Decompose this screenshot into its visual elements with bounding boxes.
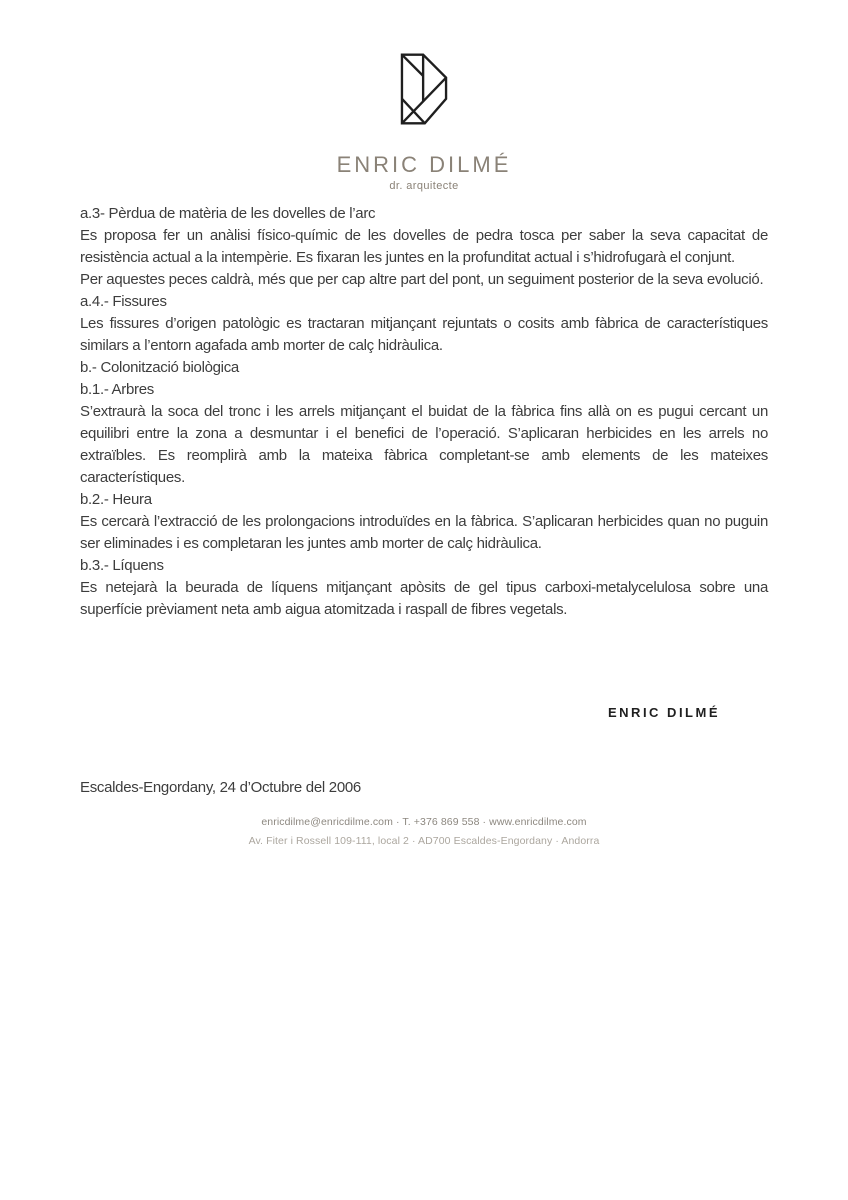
paragraph-b1: S’extraurà la soca del tronc i les arrels mitjançant el buidat de la fàbrica fins allà on es pugui cercant un equilibri entre la zona a desmuntar i el benefici de l’operació. S’aplicaran herbicides en les arrels no extraïbles. Es reomplirà amb la mateixa fàbrica completant-se amb elements de les mateixes característiques.: [80, 403, 768, 486]
brand-wordmark: ENRIC DILMÉ: [336, 152, 512, 177]
brand-subtitle: dr. arquitecte: [389, 180, 459, 192]
paragraph-b3: Es netejarà la beurada de líquens mitjançant apòsits de gel tipus carboxi-metalycelulosa sobre una superfície prèviament neta amb aigua atomitzada i raspall de fibres vegetals.: [80, 579, 768, 618]
paragraph-a3-1: Es proposa fer un anàlisi físico-químic de les dovelles de pedra tosca per saber la seva capacitat de resistència actual a la intempèrie. Es fixaran les juntes en la profunditat actual i s’hidrofugarà el conjunt.: [80, 227, 768, 266]
footer-address-line: Av. Fiter i Rossell 109-111, local 2 · AD700 Escaldes-Engordany · Andorra: [248, 835, 600, 847]
letterhead: [0, 0, 848, 193]
section-heading-b3: b.3.- Líquens: [80, 557, 164, 574]
section-heading-a4: a.4.- Fissures: [80, 293, 167, 310]
section-heading-a3: a.3- Pèrdua de matèria de les dovelles de l’arc: [80, 205, 376, 222]
section-heading-b: b.- Colonització biològica: [80, 359, 239, 376]
footer-contact-line: enricdilme@enricdilme.com · T. +376 869 558 · www.enricdilme.com: [261, 816, 587, 828]
signature-name: ENRIC DILMÉ: [608, 705, 720, 720]
paragraph-a3-2: Per aquestes peces caldrà, més que per cap altre part del pont, un seguiment posterior de la seva evolució.: [80, 271, 764, 288]
dateline: Escaldes-Engordany, 24 d’Octubre del 2006: [80, 779, 361, 796]
paragraph-a4: Les fissures d’origen patològic es tractaran mitjançant rejuntats o cosits amb fàbrica de característiques similars a l’entorn agafada amb morter de calç hidràulica.: [80, 315, 768, 354]
section-heading-b2: b.2.- Heura: [80, 491, 152, 508]
footer: [0, 813, 848, 851]
enric-dilme-logo-icon: [0, 52, 848, 127]
section-heading-b1: b.1.- Arbres: [80, 381, 154, 398]
report-body: [80, 203, 768, 799]
paragraph-b2: Es cercarà l’extracció de les prolongacions introduïdes en la fàbrica. S’aplicaran herbicides quan no puguin ser eliminades i es completaran les juntes amb morter de calç hidràulica.: [80, 513, 768, 552]
